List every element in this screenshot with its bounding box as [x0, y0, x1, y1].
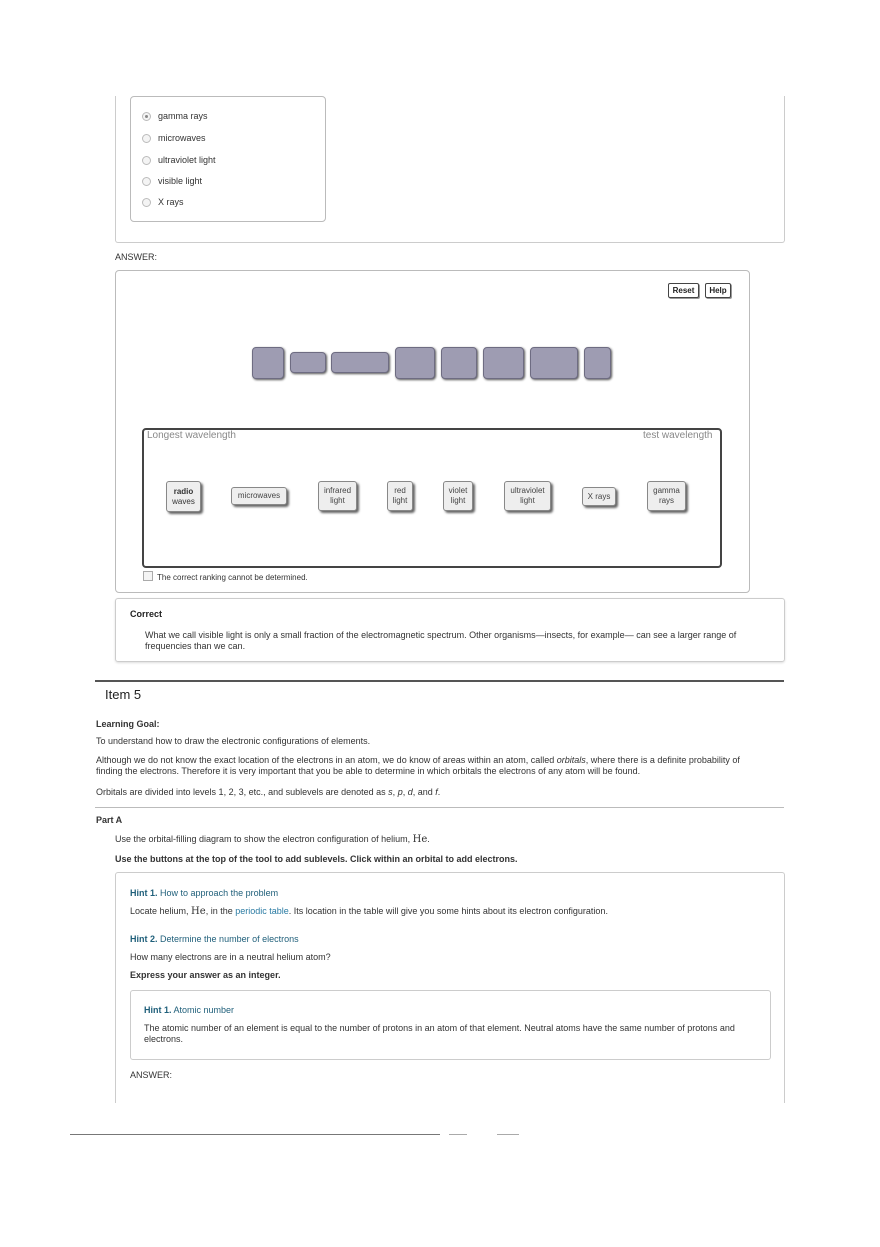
answer-label: ANSWER: [115, 252, 158, 262]
inner-hint-text: The atomic number of an element is equal to the number of protons in an atom of that element. Neutral atoms have the same number of protons and electrons. [144, 1023, 735, 1044]
tile-red-light[interactable]: red light [387, 481, 413, 511]
answer-slot[interactable] [584, 347, 611, 379]
cannot-determine-option[interactable]: The correct ranking cannot be determined. [143, 571, 308, 582]
feedback-title: Correct [130, 609, 163, 619]
tile-ultraviolet-light[interactable]: ultraviolet light [504, 481, 551, 511]
page-footer-line [70, 1134, 440, 1135]
inner-hint-header[interactable]: Hint 1. Atomic number [144, 1005, 235, 1015]
choice-list: gamma rays microwaves ultraviolet light visible light X rays [130, 96, 326, 222]
reset-button[interactable]: Reset [668, 283, 699, 298]
learning-goal-heading: Learning Goal: [96, 719, 160, 729]
tile-radio-waves[interactable]: radio waves [166, 481, 201, 512]
footer-mark [449, 1134, 467, 1135]
radio-icon[interactable] [142, 177, 151, 186]
radio-selected-icon[interactable] [142, 112, 151, 121]
checkbox-icon[interactable] [143, 571, 153, 581]
answer-slot[interactable] [252, 347, 284, 379]
tile-x-rays[interactable]: X rays [582, 487, 616, 506]
answer-slot[interactable] [530, 347, 578, 379]
radio-icon[interactable] [142, 198, 151, 207]
answer-slot[interactable] [483, 347, 524, 379]
hint-2-question: How many electrons are in a neutral helium atom? [130, 952, 331, 962]
section-divider [95, 807, 784, 808]
tile-infrared-light[interactable]: infrared light [318, 481, 357, 511]
item-divider [95, 680, 784, 682]
tile-violet-light[interactable]: violet light [443, 481, 473, 511]
periodic-table-link[interactable]: periodic table [235, 906, 289, 916]
hint-2-express: Express your answer as an integer. [130, 970, 281, 980]
hint-answer-label: ANSWER: [130, 1070, 173, 1080]
part-a-instruction: Use the orbital-filling diagram to show the electron configuration of helium, He. [115, 834, 430, 845]
hint-1-header[interactable]: Hint 1. How to approach the problem [130, 888, 279, 898]
answer-slot[interactable] [395, 347, 435, 379]
part-a-title: Part A [96, 815, 123, 825]
radio-icon[interactable] [142, 134, 151, 143]
hint-2-header[interactable]: Hint 2. Determine the number of electrons [130, 934, 299, 944]
help-button[interactable]: Help [705, 283, 731, 298]
footer-mark [497, 1134, 519, 1135]
item-title: Item 5 [105, 687, 142, 702]
tile-gamma-rays[interactable]: gamma rays [647, 481, 686, 511]
feedback-text: What we call visible light is only a small fraction of the electromagnetic spectrum. Other organisms—insects, for example— can see a larger range of frequencies than we can. [145, 630, 737, 651]
ranking-area [142, 428, 722, 568]
answer-slot[interactable] [441, 347, 477, 379]
answer-slot[interactable] [331, 352, 389, 373]
learning-goal-text: To understand how to draw the electronic configurations of elements. [96, 736, 371, 746]
intro-paragraph: Although we do not know the exact location of the electrons in an atom, we do know of areas within an atom, called orbitals, where there is a definite probability of finding the electrons. Therefore it is very important that you be able to determine in which orbitals the electrons of any atom will be found. [96, 755, 740, 776]
radio-icon[interactable] [142, 156, 151, 165]
orbitals-paragraph: Orbitals are divided into levels 1, 2, 3, etc., and sublevels are denoted as s, p, d, and f. [96, 787, 441, 797]
answer-slot[interactable] [290, 352, 326, 373]
longest-wavelength-label: Longest wavelength [147, 430, 236, 441]
part-a-bold-instruction: Use the buttons at the top of the tool to add sublevels. Click within an orbital to add electrons. [115, 854, 518, 864]
hint-1-text: Locate helium, He, in the periodic table. Its location in the table will give you some hints about its electron configuration. [130, 906, 608, 917]
tile-microwaves[interactable]: microwaves [231, 487, 287, 505]
shortest-wavelength-label: test wavelength [643, 430, 713, 441]
